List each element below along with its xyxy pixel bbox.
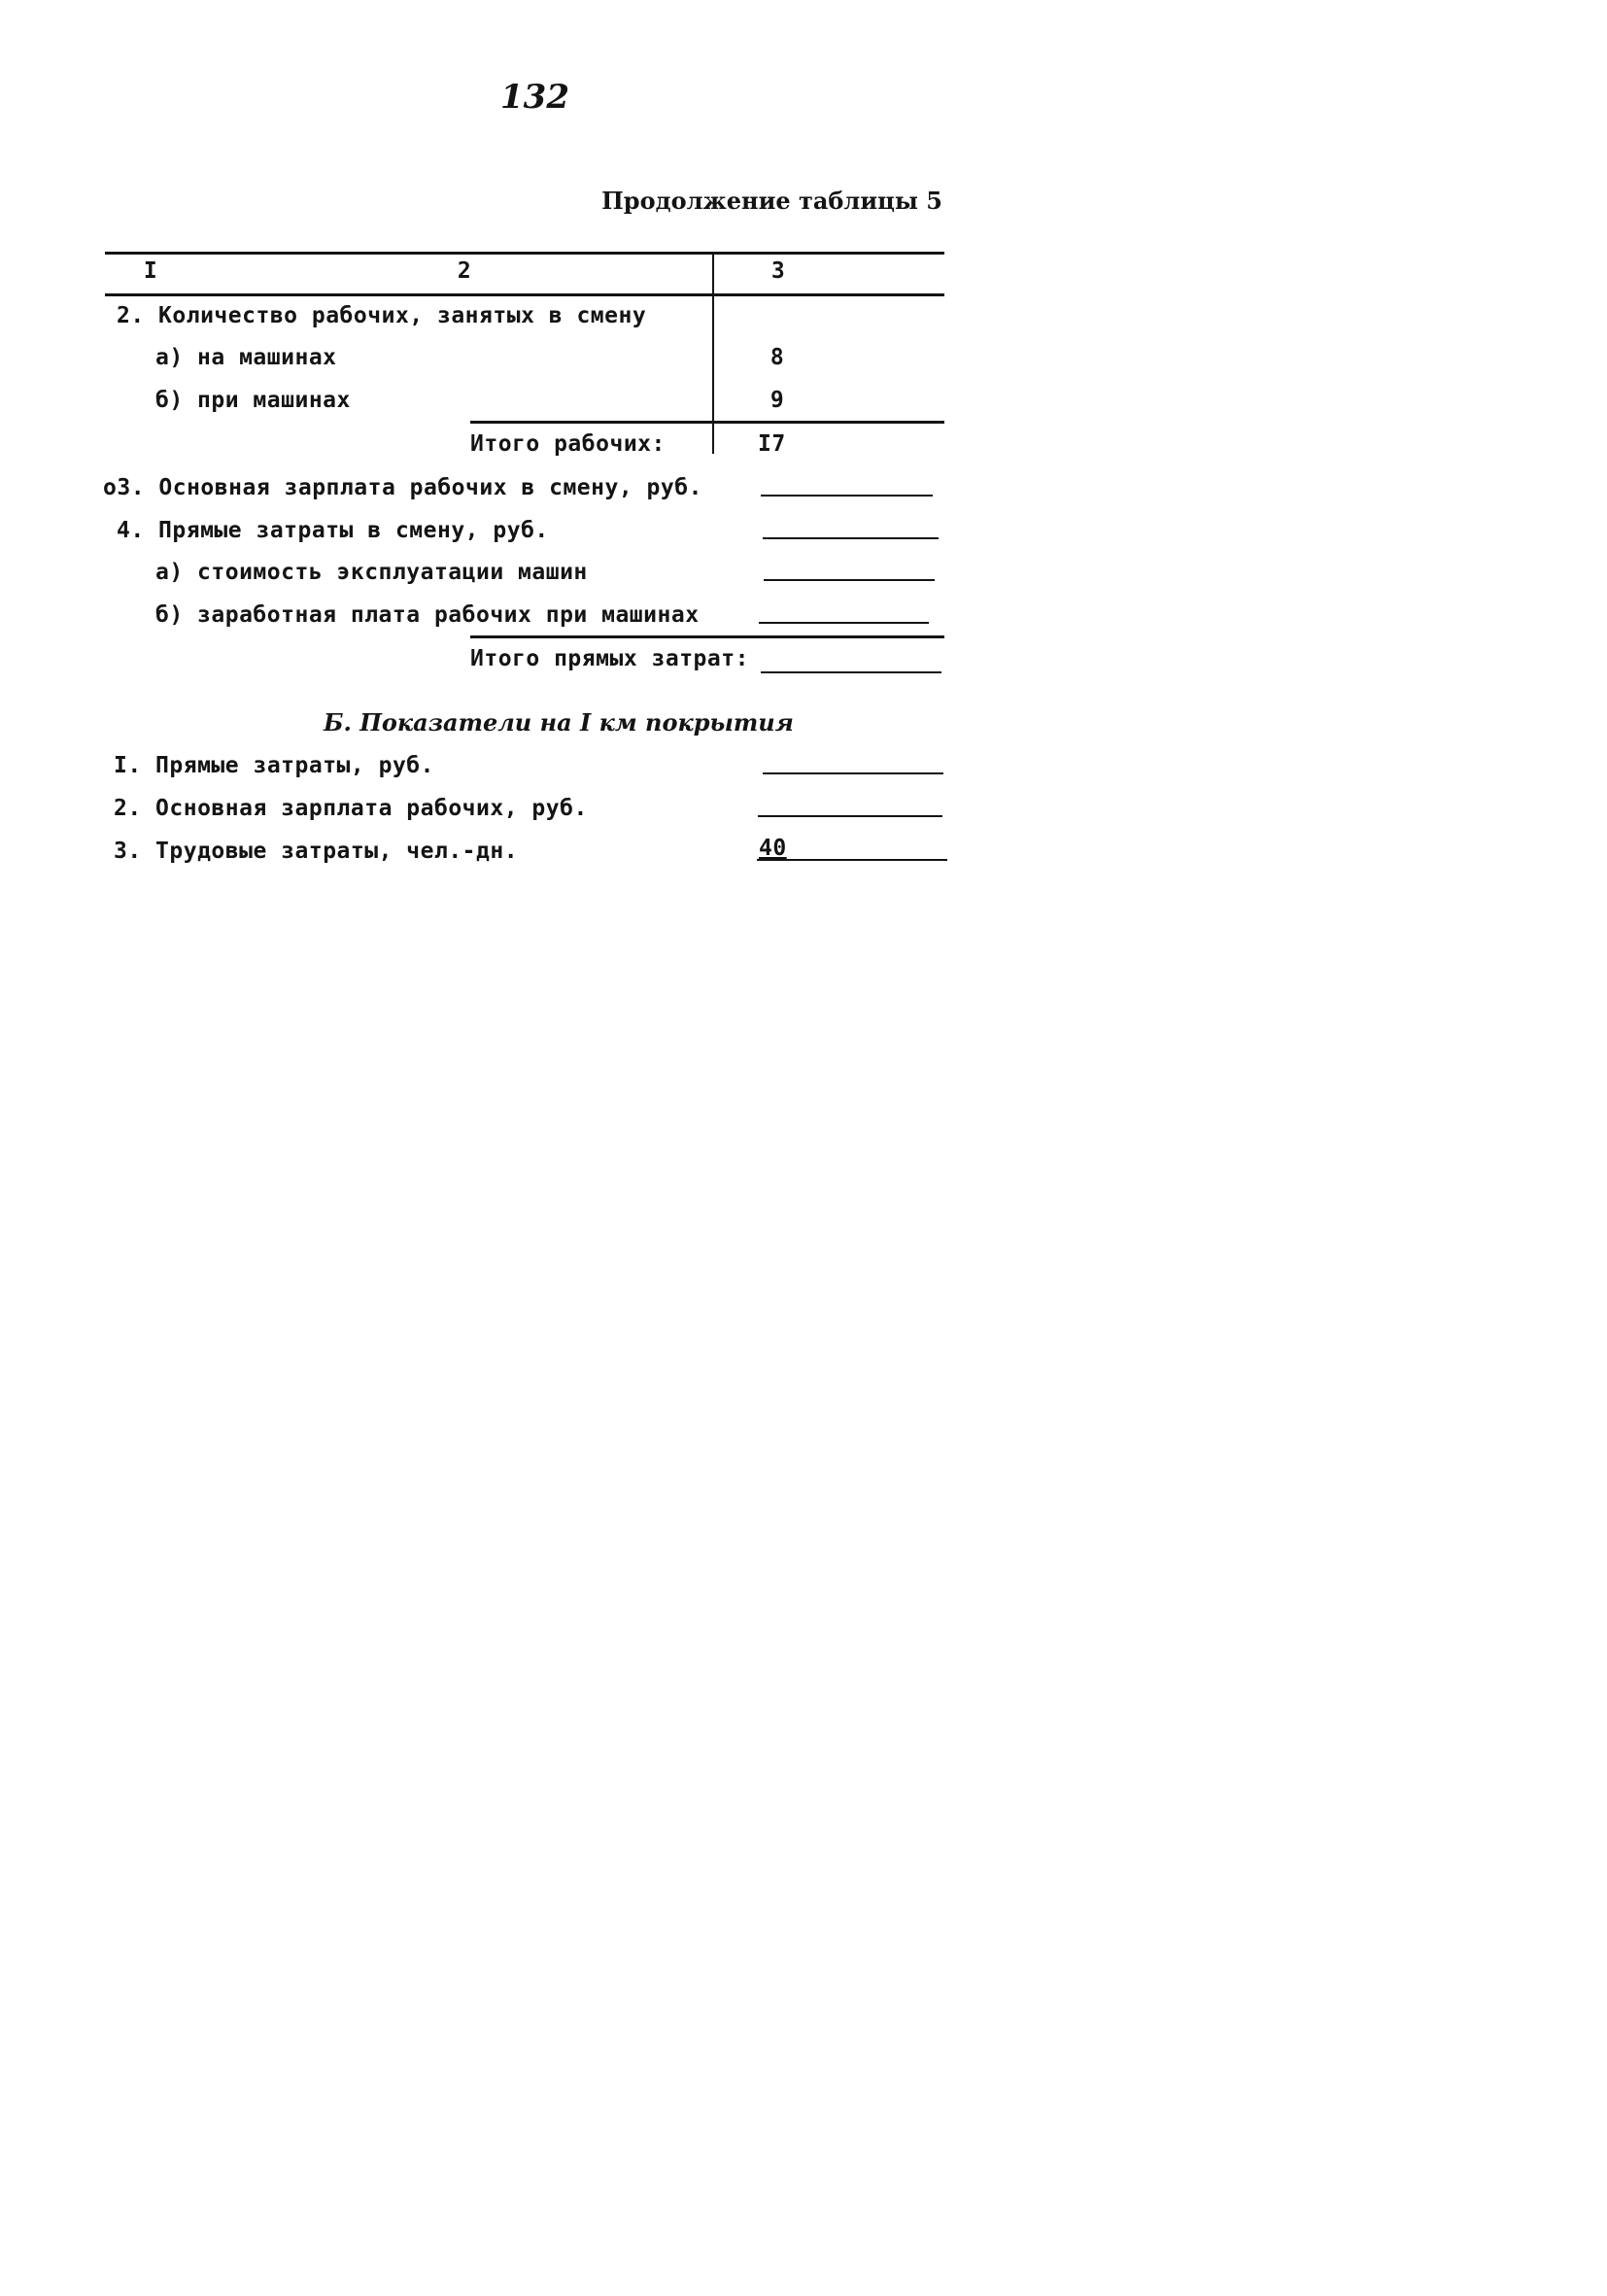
row-workers-per-shift: 2. Количество рабочих, занятых в смену	[117, 303, 647, 328]
row-at-machines: б) при машинах	[155, 388, 351, 413]
row-b-labor-costs: 3. Трудовые затраты, чел.-дн.	[114, 839, 519, 864]
total-workers-label: Итого рабочих:	[470, 431, 666, 457]
page-number: 132	[500, 78, 569, 117]
row-direct-costs-per-shift: 4. Прямые затраты в смену, руб.	[117, 518, 549, 543]
table-top-rule	[105, 252, 944, 255]
row-wages-at-machines: б) заработная плата рабочих при машинах	[155, 602, 700, 628]
table-continuation-caption: Продолжение таблицы 5	[601, 187, 942, 215]
row-machine-operation-cost: а) стоимость эксплуатации машин	[155, 560, 588, 585]
row-b-direct-costs: I. Прямые затраты, руб.	[114, 753, 434, 778]
blank-wages-at-machines	[759, 622, 929, 624]
row-b-base-wage: 2. Основная зарплата рабочих, руб.	[114, 796, 588, 821]
blank-b-base-wage	[758, 815, 942, 817]
direct-costs-subtotal-rule	[470, 635, 944, 638]
blank-base-wage-per-shift	[761, 495, 933, 497]
value-on-machines: 8	[769, 345, 785, 370]
table-subtotal-rule	[470, 421, 944, 424]
value-at-machines: 9	[769, 388, 785, 413]
value-b-labor-costs: 40	[759, 836, 787, 861]
section-b-heading: Б. Показатели на I км покрытия	[324, 708, 794, 737]
total-workers-value: I7	[758, 431, 786, 457]
blank-direct-costs-per-shift	[763, 537, 939, 539]
column-header-2: 2	[457, 258, 472, 284]
blank-b-direct-costs	[763, 772, 943, 774]
row-base-wage-per-shift: о3. Основная зарплата рабочих в смену, руб.	[103, 475, 702, 500]
blank-total-direct-costs	[761, 671, 941, 673]
table-column-divider	[712, 255, 714, 454]
row-on-machines: а) на машинах	[155, 345, 337, 370]
total-direct-costs-label: Итого прямых затрат:	[470, 646, 749, 671]
blank-machine-operation-cost	[764, 579, 935, 581]
table-header-rule	[105, 293, 944, 296]
column-header-3: 3	[770, 258, 786, 284]
column-header-1: I	[143, 258, 158, 284]
